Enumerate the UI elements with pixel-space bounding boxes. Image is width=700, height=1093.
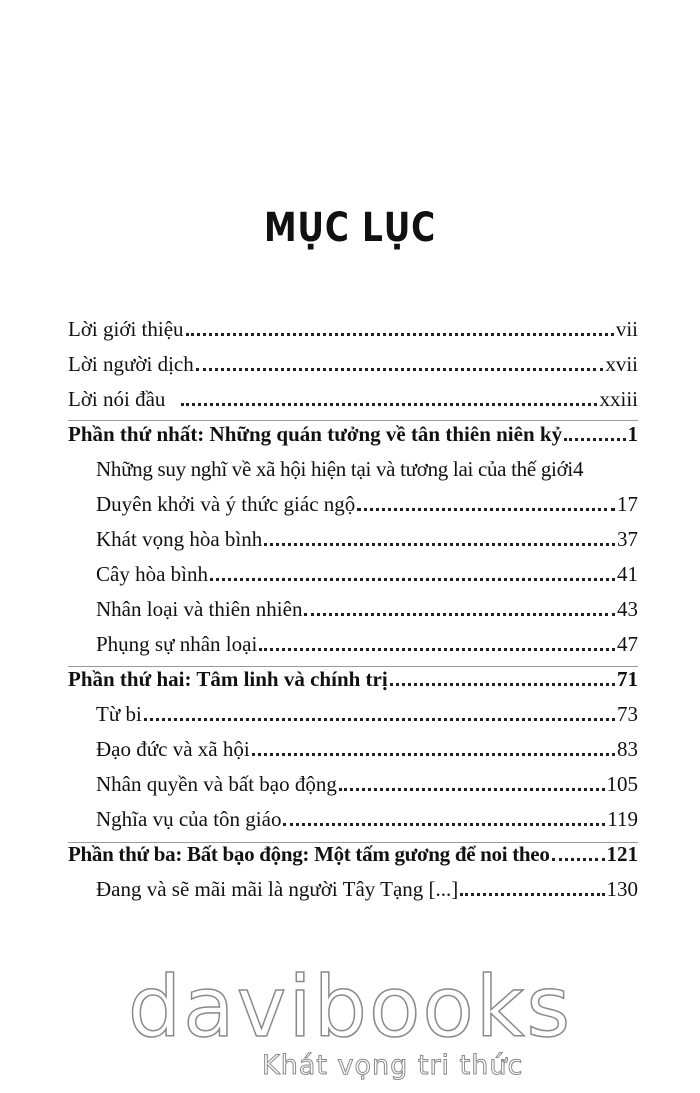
toc-entry-page: xvii (605, 352, 638, 376)
toc-entry[interactable] (68, 697, 638, 732)
toc-entry[interactable] (68, 557, 638, 592)
toc-entry-page: 4 (572, 457, 584, 481)
toc-entry-part[interactable] (68, 662, 638, 697)
toc-entry-label: Đang và sẽ mãi mãi là người Tây Tạng [...] (96, 877, 459, 901)
toc-entry-part[interactable] (68, 837, 638, 872)
toc-entry-label: Lời người dịch (68, 352, 194, 376)
leader-dots (252, 753, 615, 756)
toc-entry-page: 121 (606, 842, 638, 866)
leader-dots (144, 718, 615, 721)
toc-entry-label: Duyên khởi và ý thức giác ngộ (96, 492, 356, 516)
leader-dots (181, 403, 597, 406)
toc-entry-label: Nhân quyền và bất bạo động (96, 772, 337, 796)
toc-entry-page: 47 (617, 632, 638, 656)
toc-entry-page: vii (615, 317, 638, 341)
toc-entry-page: 1 (627, 422, 638, 446)
leader-dots (283, 823, 605, 826)
toc-entry[interactable] (68, 627, 638, 662)
toc-entry[interactable] (68, 522, 638, 557)
toc-entry[interactable] (68, 872, 638, 907)
toc-entry-part[interactable] (68, 417, 638, 452)
toc-entry[interactable] (68, 802, 638, 837)
toc-entry[interactable] (68, 487, 638, 522)
leader-dots (186, 333, 614, 336)
toc-entry[interactable] (68, 767, 638, 802)
toc-entry-label: Nhân loại và thiên nhiên (96, 597, 303, 621)
toc-entry-page: 105 (606, 772, 638, 796)
toc-entry[interactable] (68, 732, 638, 767)
toc-entry-page: 119 (607, 807, 638, 831)
leader-dots (390, 683, 615, 686)
toc-entry-page: 130 (606, 877, 638, 901)
toc-entry-page: 43 (617, 597, 638, 621)
leader-dots (339, 788, 605, 791)
toc-entry[interactable] (68, 592, 638, 627)
leader-dots (564, 438, 625, 441)
toc-entry-label: Đạo đức và xã hội (96, 737, 250, 761)
leader-dots (259, 648, 615, 651)
leader-dots (357, 508, 615, 511)
page-title: MỤC LỤC (263, 205, 437, 251)
toc-entry-page: 37 (617, 527, 638, 551)
toc-entry-page: 71 (617, 667, 638, 691)
toc-entry-label: Phần thứ hai: Tâm linh và chính trị (68, 667, 388, 691)
leader-dots (552, 858, 605, 861)
toc-entry-label: Phần thứ nhất: Những quán tưởng về tân thiên niên kỷ (68, 422, 563, 446)
toc-entry[interactable] (68, 452, 638, 487)
leader-dots (304, 613, 615, 616)
toc-entry-label: Phụng sự nhân loại (96, 632, 258, 656)
toc-entry-label: Cây hòa bình (96, 562, 208, 586)
toc-entry-label: Phần thứ ba: Bất bạo động: Một tấm gương để noi theo (68, 842, 550, 866)
toc-entry[interactable] (68, 312, 638, 347)
leader-dots (210, 578, 615, 581)
watermark-brand: davibooks (127, 958, 573, 1056)
toc-entry-label: Lời nói đầu (68, 387, 166, 411)
toc-entry-label: Từ bi (96, 702, 142, 726)
toc-entry-page: 41 (617, 562, 638, 586)
toc-entry-page: xxiii (599, 387, 638, 411)
toc-entry[interactable] (68, 347, 638, 382)
toc-entry-page: 17 (617, 492, 638, 516)
toc-entry-page: 83 (617, 737, 638, 761)
leader-dots (264, 543, 615, 546)
toc-entry-label: Lời giới thiệu (68, 317, 184, 341)
toc-entry-label: Khát vọng hòa bình (96, 527, 263, 551)
watermark-tagline: Khát vọng tri thức (262, 1050, 524, 1081)
toc-entry[interactable] (68, 382, 638, 417)
leader-dots (196, 368, 604, 371)
leader-dots (460, 893, 604, 896)
toc-entry-label: Những suy nghĩ về xã hội hiện tại và tương lai của thế giới (96, 457, 573, 481)
table-of-contents (68, 312, 638, 907)
toc-entry-label: Nghĩa vụ của tôn giáo (96, 807, 282, 831)
toc-entry-page: 73 (617, 702, 638, 726)
